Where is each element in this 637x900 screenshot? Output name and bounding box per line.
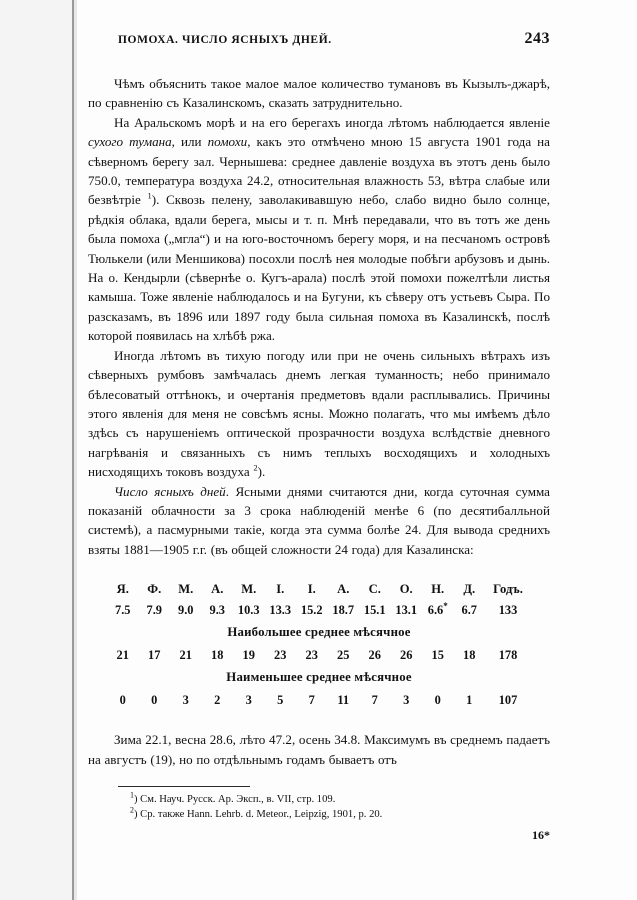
min-value-7: 11 [337, 693, 350, 708]
mean-value-8: 15.1 [363, 603, 386, 618]
min-values-row [107, 690, 531, 710]
max-value-8: 26 [368, 648, 381, 663]
month-header-5: I. [276, 582, 285, 597]
mean-values-row [107, 600, 531, 620]
max-monthly-table [107, 645, 531, 665]
month-header-6: I. [307, 582, 316, 597]
min-value-2: 3 [182, 693, 189, 708]
clear-days-table [88, 579, 550, 710]
month-header-7: А. [337, 582, 350, 597]
min-value-1: 0 [151, 693, 158, 708]
signature-mark: 16* [532, 828, 550, 842]
max-value-2: 21 [179, 648, 192, 663]
mean-value-7: 18.7 [332, 603, 355, 618]
scan-binding-shadow [74, 0, 77, 900]
mean-value-11: 6.7 [461, 603, 477, 618]
table-header-row [107, 579, 531, 600]
paragraph-2: На Аральскомъ морѣ и на его берегахъ иногда лѣтомъ наблюдается явленіе сухого тумана, или помохи, какъ это отмѣчено мною 15 августа 1901 года на сѣверномъ берегу зал. Чернышева: среднее давленіе воздуха въ этотъ день было 750.0, температура воздуха 24.2, относительная влажность 53, вѣтра слабые или безвѣтріе $^1$). Сквозь пелену, заволакивавшую небо, слабо видно было солнце, рѣдкія облака, вдали берега, мысы и т. п. Мнѣ передавали, что въ тотъ же день была помоха („мгла“) и на юго-восточномъ берегу моря, и на песчаномъ островѣ Тюлькели (или Меншикова) посохли послѣ нея молодые побѣги арбузовъ и дынь. На о. Кендырли (сѣвернѣе о. Кугъ-арала) послѣ этой помохи пожелтѣли листья камыша. Тоже явленіе наблюдалось и на Бугуни, къ сѣверу отъ устьевъ Сыра. По разсказамъ, въ 1896 или 1897 году была сильная помоха въ Казалинскѣ, послѣ которой появилась на хлѣбѣ ржа. [88, 114, 551, 344]
min-value-3: 2 [214, 693, 221, 708]
running-head [88, 30, 550, 48]
mean-value-9: 13.1 [395, 603, 418, 618]
month-header-10: Н. [431, 582, 445, 597]
italic-pomokhi: помохи [207, 134, 248, 150]
paragraph-1: Чѣмъ объяснить такое малое малое количество тумановъ въ Кызылъ-джарѣ, по сравненію съ Казалинскомъ, сказать затруднительно. [88, 76, 550, 111]
max-value-5: 23 [274, 648, 287, 663]
paragraph-3: Иногда лѣтомъ въ тихую погоду или при не очень сильныхъ вѣтрахъ изъ сѣверныхъ румбовъ замѣчалась днемъ легкая туманность; небо принимало бѣлесоватый оттѣнокъ, и очертанія предметовъ вдали расплывались. Причины этого явленія для меня не совсѣмъ ясны. Можно полагать, что мы имѣемъ дѣло здѣсь съ нарушеніемъ оптической прозрачности воздуха вслѣдствіе дневного нагрѣванія и связанныхъ съ нимъ теплыхъ восходящихъ и холодныхъ нисходящихъ токовъ воздуха $^2$). [88, 347, 550, 480]
min-value-11: 1 [466, 693, 473, 708]
max-value-1: 17 [148, 648, 161, 663]
min-value-10: 0 [434, 693, 441, 708]
monthly-means-table [107, 579, 531, 620]
mean-value-year: 133 [498, 603, 518, 618]
footnote-1 [88, 790, 550, 808]
min-monthly-title: Наименьшее среднее мѣсячное [226, 670, 412, 685]
footnote-rule [118, 786, 250, 787]
mean-value-10-number: 6.6 [427, 603, 444, 618]
min-value-4: 3 [245, 693, 252, 708]
paragraph-4: Число ясныхъ дней. Ясными днями считаются дни, когда суточная сумма показаній облачности за 3 срока наблюденій менѣе 6 (по десятибалльной системѣ), а пасмурными такіе, когда эта сумма болѣе 24. Для вывода среднихъ взяты 1881—1905 г.г. (въ общей сложности 24 года) для Казалинска: [88, 483, 550, 557]
month-header-8: С. [368, 582, 381, 597]
month-header-3: А. [211, 582, 224, 597]
min-value-0: 0 [119, 693, 126, 708]
month-header-11: Д. [463, 582, 476, 597]
month-header-9: О. [399, 582, 413, 597]
min-value-year: 107 [498, 693, 518, 708]
min-value-9: 3 [403, 693, 410, 708]
max-monthly-title: Наибольшее среднее мѣсячное [227, 625, 411, 640]
footnote-star: * [443, 601, 448, 612]
footnote-2-text: ) Ср. также Hann. Lehrb. d. Meteor., Leipzig, 1901, p. 20. [134, 808, 383, 820]
footnote-1-text: ) См. Науч. Русск. Ар. Эксп., в. VII, стр. 109. [134, 794, 336, 805]
mean-value-2: 9.0 [178, 603, 194, 618]
footnote-2-marker: 2 [130, 805, 134, 815]
mean-value-1: 7.9 [146, 603, 162, 618]
month-header-2: М. [178, 582, 194, 597]
max-value-7: 25 [337, 648, 350, 663]
mean-value-3: 9.3 [209, 603, 225, 618]
page-content [88, 30, 550, 769]
mean-value-4: 10.3 [237, 603, 260, 618]
month-header-4: М. [241, 582, 257, 597]
max-value-3: 18 [211, 648, 224, 663]
min-monthly-table [107, 690, 531, 710]
month-header-0: Я. [116, 582, 129, 597]
mean-value-0: 7.5 [115, 603, 131, 618]
min-value-8: 7 [371, 693, 378, 708]
running-head-title: ПОМОХА. ЧИСЛО ЯСНЫХЪ ДНЕЙ. [118, 34, 332, 46]
footnote-ref-2: 2 [253, 462, 258, 473]
page-number: 243 [524, 30, 550, 47]
footnote-2 [88, 805, 550, 823]
min-value-5: 5 [277, 693, 284, 708]
footnote-block [88, 786, 550, 842]
max-value-year: 178 [498, 648, 518, 663]
max-value-9: 26 [400, 648, 413, 663]
min-value-6: 7 [308, 693, 315, 708]
year-header: Годъ. [493, 582, 523, 597]
mean-value-5: 13.3 [269, 603, 292, 618]
scan-gutter [0, 0, 72, 900]
footnote-1-marker: 1 [130, 790, 134, 800]
month-header-1: Ф. [147, 582, 162, 597]
mean-value-10 [422, 600, 454, 620]
max-value-10: 15 [431, 648, 444, 663]
max-value-4: 19 [242, 648, 255, 663]
mean-value-6: 15.2 [300, 603, 323, 618]
max-value-11: 18 [463, 648, 476, 663]
italic-section-heading: Число ясныхъ дней [114, 483, 226, 499]
paragraph-5: Зима 22.1, весна 28.6, лѣто 47.2, осень 34.8. Максимумъ въ среднемъ падаетъ на августъ (19), но по отдѣльнымъ годамъ бываетъ отъ [88, 732, 550, 767]
footnote-ref-1: 1 [147, 191, 152, 202]
max-value-0: 21 [116, 648, 129, 663]
italic-dry-fog: сухого тумана [88, 134, 172, 150]
max-values-row [107, 645, 531, 665]
max-value-6: 23 [305, 648, 318, 663]
